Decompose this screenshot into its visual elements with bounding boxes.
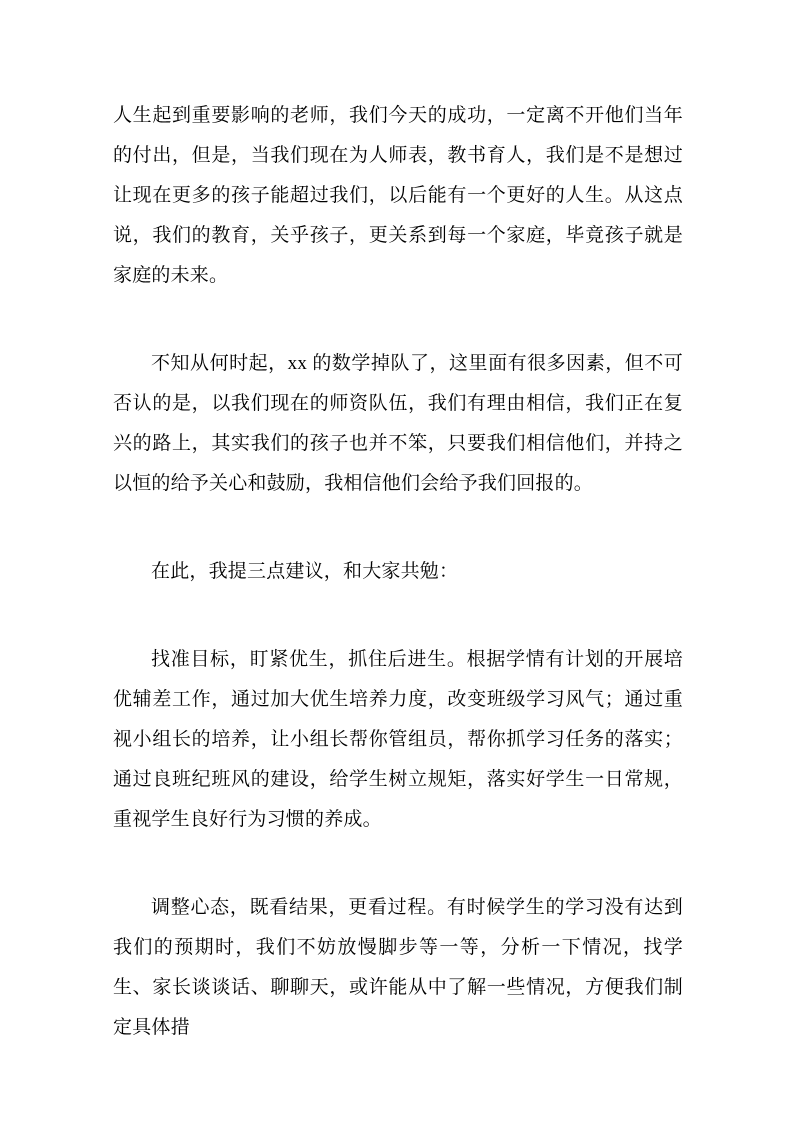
paragraph-suggestion-goals: 找准目标，盯紧优生，抓住后进生。根据学情有计划的开展培优辅差工作，通过加大优生培养力度，改变班级学习风气；通过重视小组长的培养，让小组长帮你管组员，帮你抓学习任务的落实；通过良班纪班风的建设，给学生树立规矩，落实好学生一日常规，重视学生良好行为习惯的养成。 — [113, 649, 683, 830]
paragraph-continuation: 人生起到重要影响的老师，我们今天的成功，一定离不开他们当年的付出，但是，当我们现在为人师表，教书育人，我们是不是想过让现在更多的孩子能超过我们，以后能有一个更好的人生。从这点说，我们的教育，关乎孩子，更关系到每一个家庭，毕竟孩子就是家庭的未来。 — [113, 105, 683, 286]
paragraph-suggestion-mindset: 调整心态，既看结果，更看过程。有时候学生的学习没有达到我们的预期时，我们不妨放慢脚步等一等，分析一下情况，找学生、家长谈谈话、聊聊天，或许能从中了解一些情况，方便我们制定具体措 — [113, 897, 683, 1038]
paragraph-three-suggestions-intro: 在此，我提三点建议，和大家共勉： — [151, 561, 459, 582]
paragraph-math-decline: 不知从何时起，xx 的数学掉队了，这里面有很多因素，但不可否认的是，以我们现在的师资队伍，我们有理由相信，我们正在复兴的路上，其实我们的孩子也并不笨，只要我们相信他们，并持之以恒的给予关心和鼓励，我相信他们会给予我们回报的。 — [113, 353, 683, 494]
